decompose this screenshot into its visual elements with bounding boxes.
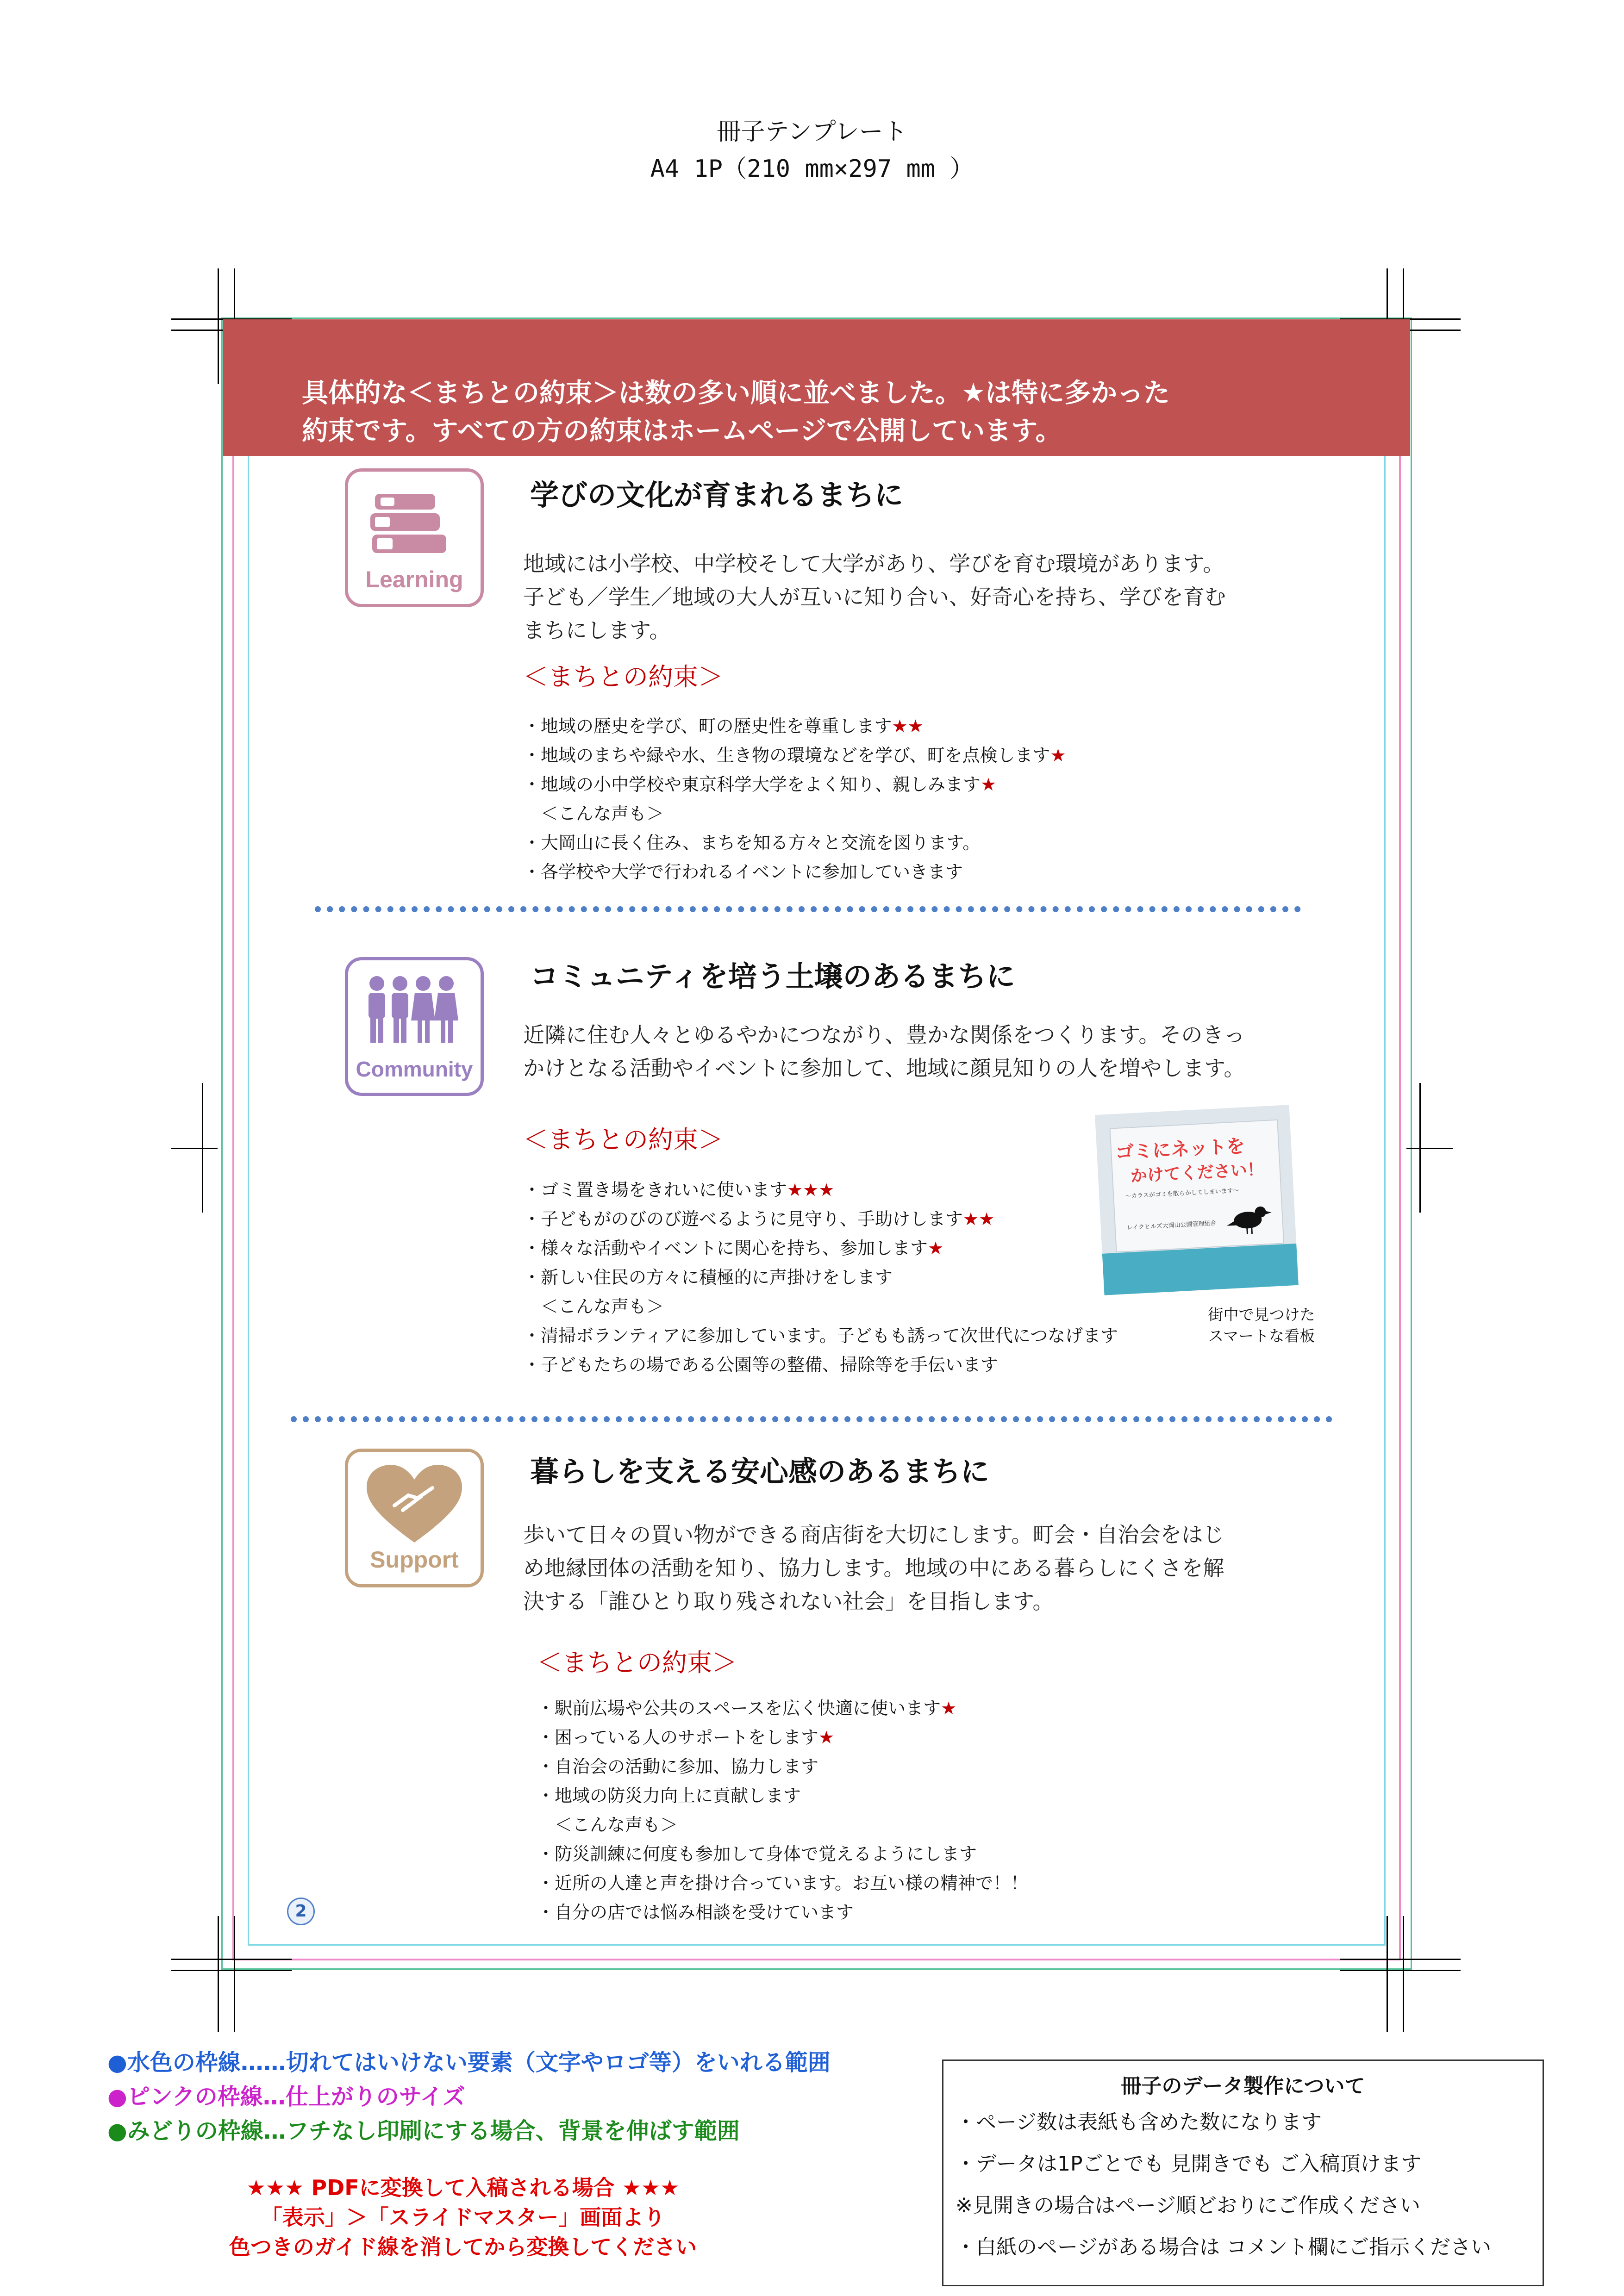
note-item: ・白紙のページがある場合は コメント欄にご指示ください [956,2235,1492,2259]
notes-title: 冊子のデータ製作について [1121,2074,1365,2098]
sign-heading-2: かけてください！ [1130,1160,1264,1186]
banner-line-2: 約束です。すべての方の約束はホームページで公開しています。 [302,416,1062,446]
legend-pink: ●ピンクの枠線…仕上がりのサイズ [107,2084,465,2110]
guide-legend [107,2046,831,2148]
list-item: ・新しい住民の方々に積極的に声掛けをします [523,1267,893,1288]
community-icon-box [345,957,484,1096]
learning-icon-box [345,468,484,607]
list-item: ＜こんな声も＞ [523,803,664,824]
list-item: ・子どもがのびのび遊べるように見守り、手助けします★★ [523,1209,995,1229]
legend-cyan: ●水色の枠線……切れてはいけない要素（文字やロゴ等）をいれる範囲 [107,2049,831,2076]
list-item: ・困っている人のサポートをします★ [537,1727,835,1748]
support-icon-label: Support [370,1547,459,1573]
section-3-description: 歩いて日々の買い物ができる商店街を大切にします。町会・自治会をはじ め地縁団体の活動を知り、協力します。地域の中にある暮らしにくさを解 決する「誰ひとり取り残されない社会」を目指します。 [523,1522,1224,1614]
support-icon-box [345,1449,484,1587]
list-item: ＜こんな声も＞ [523,1296,664,1317]
list-item: ・清掃ボランティアに参加しています。子どもも誘って次世代につなげます [523,1325,1118,1346]
note-item: ※見開きの場合はページ順どおりにご作成ください [956,2194,1420,2217]
note-item: ・ページ数は表紙も含めた数になります [956,2110,1322,2134]
list-item: ・自治会の活動に参加、協力します [537,1756,819,1777]
section-3-promise-heading: ＜まちとの約束＞ [537,1648,737,1677]
pdf-instructions: ★★★ PDFに変換して入稿される場合 ★★★ 「表示」＞「スライドマスター」画面より 色つきのガイド線を消してから変換してください [229,2175,697,2259]
page-number: 2 [287,1898,315,1925]
data-production-notes [942,2060,1544,2286]
sign-heading-1: ゴミにネットを [1115,1135,1246,1164]
people-icon [348,967,481,1059]
list-item: ・自分の店では悩み相談を受けています [537,1902,854,1923]
crow-icon [1224,1199,1273,1238]
community-icon-label: Community [356,1057,473,1081]
section-1-promise-heading: ＜まちとの約束＞ [523,662,723,691]
template-title: 冊子テンプレート [717,118,907,146]
list-item: ・ゴミ置き場をきれいに使います★★★ [523,1180,835,1200]
photo-caption: 街中で見つけた スマートな看板 [1208,1306,1315,1345]
list-item: ・地域の歴史を学び、町の歴史性を尊重します★★ [523,716,924,736]
list-item: ・大岡山に長く住み、まちを知る方々と交流を図ります。 [523,833,981,853]
section-2-description: 近隣に住む人々とゆるやかにつながり、豊かな関係をつくります。そのきっ かけとなる活動やイベントに参加して、地域に顔見知りの人を増やします。 [523,1022,1245,1081]
list-item: ・防災訓練に何度も参加して身体で覚えるようにします [537,1844,977,1864]
section-divider [315,906,1301,912]
note-item: ・データは1Pごとでも 見開きでも ご入稿頂けます [956,2152,1422,2176]
list-item: ・子どもたちの場である公園等の整備、掃除等を手伝います [523,1355,999,1375]
list-item: ・地域の小中学校や東京科学大学をよく知り、親しみます★ [523,774,997,795]
list-item: ・地域の防災力向上に貢献します [537,1786,801,1806]
banner-line-1: 具体的な＜まちとの約束＞は数の多い順に並べました。★は特に多かった [302,378,1170,408]
learning-icon-label: Learning [365,566,463,592]
section-1-description: 地域には小学校、中学校そして大学があり、学びを育む環境があります。 子ども／学生／地域の大人が互いに知り合い、好奇心を持ち、学びを育む まちにします。 [523,551,1226,643]
section-2-promise-heading: ＜まちとの約束＞ [523,1125,723,1154]
heart-handshake-icon [348,1459,481,1552]
sign-footer: レイクヒルズ大岡山公園管理組合 [1126,1220,1217,1232]
section-2-promise-list [523,1176,1118,1380]
list-item: ・地域のまちや緑や水、生き物の環境などを学び、町を点検します★ [523,745,1066,765]
list-item: ・駅前広場や公共のスペースを広く快適に使います★ [537,1698,957,1718]
section-1-title: 学びの文化が育まれるまちに [530,478,904,512]
section-3-title: 暮らしを支える安心感のあるまちに [530,1455,990,1488]
intro-banner [223,319,1410,456]
sign-photo [1095,1105,1299,1295]
list-item: ・近所の人達と声を掛け合っています。お互い様の精神で！！ [537,1873,1028,1893]
legend-green: ●みどりの枠線…フチなし印刷にする場合、背景を伸ばす範囲 [107,2118,740,2144]
section-divider [291,1416,1332,1422]
section-1-promise-list [523,712,1066,887]
section-3-promise-list [537,1694,1028,1927]
list-item: ＜こんな声も＞ [537,1815,678,1835]
list-item: ・様々な活動やイベントに関心を持ち、参加します★ [523,1238,944,1258]
sign-subtext: 〜カラスがゴミを散らかしてしまいます〜 [1125,1187,1240,1201]
list-item: ・各学校や大学で行われるイベントに参加していきます [523,862,963,882]
section-2-title: コミュニティを培う土壌のあるまちに [530,959,1015,993]
template-size: A4 1P（210 mm×297 mm ） [650,155,974,183]
books-icon [348,480,481,572]
